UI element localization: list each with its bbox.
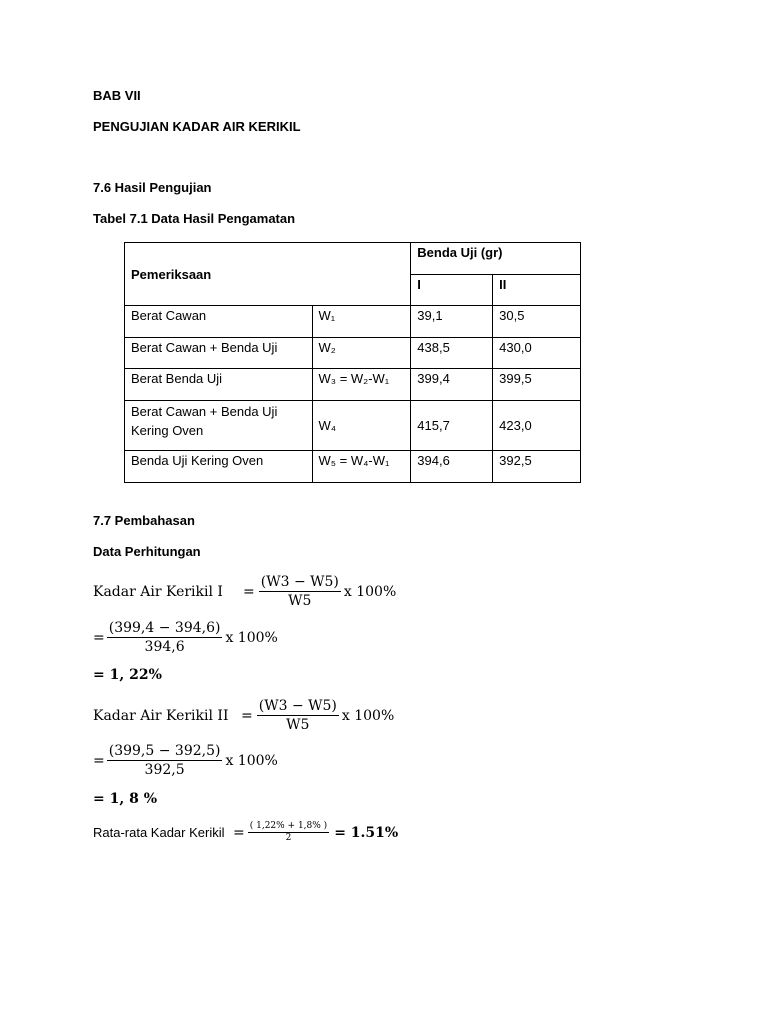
- table-row: [125, 338, 581, 369]
- calc1-denominator: W5: [288, 593, 312, 609]
- calc1-sub-equals: =: [93, 629, 105, 646]
- calc1-sub-denominator: 394,6: [144, 639, 185, 655]
- header-col-ii: II: [493, 275, 581, 306]
- row-value-ii: 30,5: [493, 306, 581, 338]
- calc1-sub-times: x 100%: [225, 629, 278, 646]
- average-equals: =: [233, 824, 245, 841]
- row-symbol: W₅ = W₄-W₁: [312, 451, 411, 483]
- calc1-equals: =: [243, 583, 255, 600]
- calc2-substitution: [93, 742, 278, 779]
- average-denominator: 2: [285, 833, 292, 843]
- calc-heading: Data Perhitungan: [93, 544, 201, 559]
- calc2-formula: [93, 697, 394, 734]
- calc2-fraction: [257, 697, 339, 734]
- table-row: [125, 401, 581, 451]
- row-value-i: 438,5: [411, 338, 493, 369]
- row-value-ii: 430,0: [493, 338, 581, 369]
- calc1-fraction: [259, 573, 341, 610]
- chapter-title: PENGUJIAN KADAR AIR KERIKIL: [93, 119, 301, 134]
- calc1-sub-numerator: (399,4 − 394,6): [108, 620, 221, 636]
- header-benda-uji: Benda Uji (gr): [411, 243, 581, 275]
- row-label: Berat Cawan + Benda Uji: [125, 338, 313, 369]
- calc2-denominator: W5: [286, 717, 310, 733]
- row-symbol: W₁: [312, 306, 411, 338]
- calc2-sub-numerator: (399,5 − 392,5): [108, 743, 221, 759]
- row-value-ii: 392,5: [493, 451, 581, 483]
- calc2-numerator: (W3 − W5): [258, 698, 337, 714]
- calc2-result: = 1, 8 %: [93, 791, 158, 807]
- section-results-heading: 7.6 Hasil Pengujian: [93, 180, 212, 195]
- average-fraction: [248, 821, 329, 844]
- row-symbol: W₂: [312, 338, 411, 369]
- calc1-times: x 100%: [343, 583, 397, 600]
- results-table: [124, 242, 581, 483]
- calc2-sub-denominator: 392,5: [144, 762, 185, 778]
- row-label: Benda Uji Kering Oven: [125, 451, 313, 483]
- calc1-substitution: [93, 619, 278, 656]
- calc2-sub-times: x 100%: [225, 752, 278, 769]
- calc2-sub-fraction: [107, 742, 223, 779]
- calc2-times: x 100%: [341, 707, 395, 724]
- row-label: Berat Benda Uji: [125, 369, 313, 401]
- table-caption: Tabel 7.1 Data Hasil Pengamatan: [93, 211, 296, 226]
- calc2-sub-equals: =: [93, 752, 105, 769]
- row-symbol: W₄: [312, 401, 411, 451]
- calc2-label: Kadar Air Kerikil II: [93, 707, 229, 724]
- calc1-sub-fraction: [107, 619, 223, 656]
- table-row: [125, 451, 581, 483]
- calc1-formula: [93, 573, 396, 610]
- row-value-i: 415,7: [411, 401, 493, 451]
- header-pemeriksaan: Pemeriksaan: [125, 243, 411, 306]
- calc1-numerator: (W3 − W5): [260, 574, 339, 590]
- row-value-i: 399,4: [411, 369, 493, 401]
- average-label: Rata-rata Kadar Kerikil: [93, 825, 225, 840]
- calc2-equals: =: [241, 707, 253, 724]
- table-row: [125, 306, 581, 338]
- calc1-label: Kadar Air Kerikil I: [93, 583, 223, 600]
- average-numerator: ( 1,22% + 1,8% ): [249, 821, 328, 831]
- section-discussion-heading: 7.7 Pembahasan: [93, 513, 195, 528]
- row-label: Berat Cawan + Benda Uji Kering Oven: [125, 401, 313, 451]
- calc1-result: = 1, 22%: [93, 667, 162, 683]
- table-row: [125, 369, 581, 401]
- chapter-number: BAB VII: [93, 88, 141, 103]
- average-result: = 1.51%: [334, 824, 399, 841]
- header-col-i: I: [411, 275, 493, 306]
- row-value-ii: 399,5: [493, 369, 581, 401]
- row-label: Berat Cawan: [125, 306, 313, 338]
- row-value-i: 394,6: [411, 451, 493, 483]
- row-symbol: W₃ = W₂-W₁: [312, 369, 411, 401]
- row-value-ii: 423,0: [493, 401, 581, 451]
- row-value-i: 39,1: [411, 306, 493, 338]
- average-formula: [93, 821, 398, 844]
